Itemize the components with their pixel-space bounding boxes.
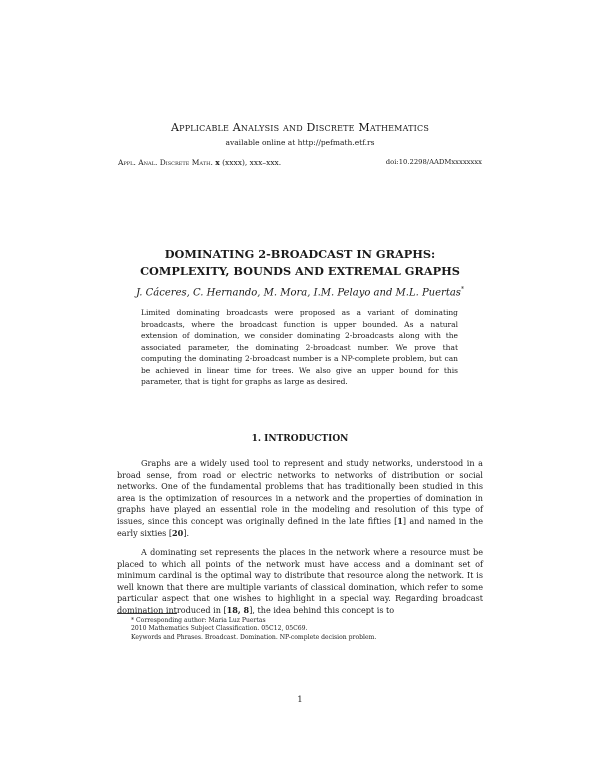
citation-journal-abbrev: Appl. Anal. Discrete Math. [118,158,213,167]
section-heading: 1. INTRODUCTION [251,434,349,444]
footnote-msc: 2010 Mathematics Subject Classification. 05C12, 05C69. [131,625,308,633]
para2-text: A dominating set represents the places in the network where a resource must be placed to which all points of the network must have access and a dominant set of minimum cardinal is the optimal way to distribute that resource along the network. It is well known that there are multiple variants of classical domination, which refer to some particular aspect that one wishes to highlight in a special way. Regarding broadcast domination introduced in [ [117,547,483,615]
page-number: 1 [297,695,303,705]
citation-ref[interactable]: 20 [172,527,184,538]
title-line-1: DOMINATING 2-BROADCAST IN GRAPHS: [164,247,436,261]
abstract: Limited dominating broadcasts were proposed as a variant of dominating broadcasts, where the broadcast function is upper bounded. As a natural extension of domination, we consider dominating 2-broadcasts along with the associated parameter, the dominating 2-broadcast number. We prove that computing the dominating 2-broadcast number is a NP-complete problem, but can be achieved in linear time for trees. We also give an upper bound for this parameter, that is tight for graphs as large as desired. [141,308,458,386]
footnote-keywords: Keywords and Phrases. Broadcast. Domination. NP-complete decision problem. [131,633,377,641]
citation-volume: x [215,158,220,167]
para2-end: ], the idea behind this concept is to [249,604,395,615]
citation-ref[interactable]: 1 [397,515,403,526]
para1-text: Graphs are a widely used tool to represent and study networks, understood in a broad sense, from road or electric networks to networks of distribution or social networks. One of the fundamental problems that has traditionally been studied in this area is the optimization of resources in a network and the properties of domination in graphs have played an essential role in the modeling and resolution of this type of issues, since this concept was originally defined in the late fifties [ [117,458,483,526]
para1-end: ]. [183,527,190,538]
footnotes [131,617,376,642]
paper-title [0,246,600,280]
title-line-2: COMPLEXITY, BOUNDS AND EXTREMAL GRAPHS [140,264,460,278]
authors-text: J. Cáceres, C. Hernando, M. Mora, I.M. Pelayo and M.L. Puertas [136,287,461,299]
journal-name: Applicable Analysis and Discrete Mathematics [170,121,430,134]
citation-pages: (xxxx), xxx–xxx. [222,158,282,167]
intro-paragraph-1 [117,458,483,539]
intro-paragraph-2 [117,547,483,617]
author-list [0,286,600,298]
doi: doi:10.2298/AADMxxxxxxxx [385,158,482,166]
footnote-divider [117,613,177,614]
citation-line [118,158,281,167]
footnote-corresponding-author: * Corresponding author: Maria Luz Puertas [131,617,266,624]
journal-availability: available online at http://pefmath.etf.rs [225,138,375,147]
para1-mid: ] and named in the early sixties [ [117,515,483,538]
corresponding-author-mark: * [460,286,464,293]
citation-ref[interactable]: 18, 8 [226,604,250,615]
